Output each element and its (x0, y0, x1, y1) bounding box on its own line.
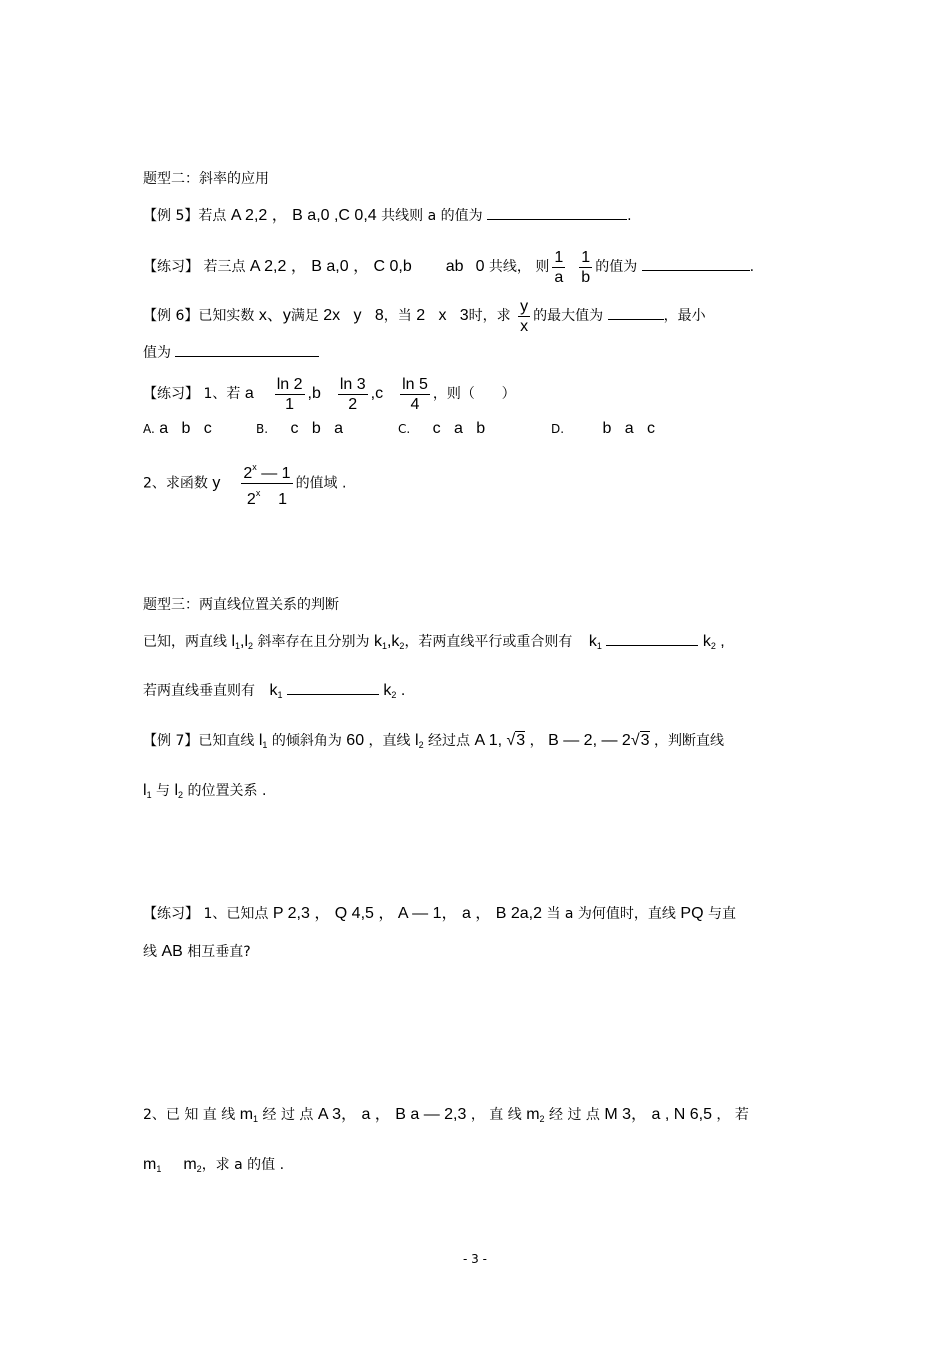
fraction-ln3: $\frac{\ln 3}{2}$ (339, 375, 366, 413)
example-6: 【例 6】已知实数 x、y满足 2x y 8，当 2 x 3时，求 $\frac{y}{x}$ 的最大值为 ，最小 (143, 297, 706, 335)
question-2-lines-line2: $m_1$ $m_2$，求 a 的值 . (143, 1156, 285, 1174)
answer-blank (608, 307, 664, 320)
answer-blank (606, 633, 698, 646)
practice-3-line2: 线 AB 相互垂直? (143, 943, 251, 960)
option-b: B. c b a (256, 420, 343, 437)
question-2-lines: 2、已 知 直 线 $m_1$ 经 过 点 A 3， a ， B a — 2,3 ， 直 线 $m_2$ 经 过 点 M 3， a , N 6,5 ， 若 (143, 1106, 749, 1124)
practice-1: 【练习】 若三点 A 2,2 ， B a,0 ， C 0,b ab 0 共线， 则 $\frac{1}{a}$ $\frac{1}{b}$ 的值为 . (143, 248, 755, 286)
answer-blank (175, 344, 319, 357)
question-2-function: 2、求函数 y $\frac{2^x — 1}{2^x 1}$ 的值域 . (143, 458, 346, 509)
fraction-ln2: $\frac{\ln 2}{1}$ (276, 375, 303, 413)
example-5: 【例 5】若点 A 2,2 ， B a,0 ,C 0,4 共线则 a 的值为 . (143, 207, 632, 224)
answer-blank (487, 207, 627, 220)
fraction-function: $\frac{2^x — 1}{2^x 1}$ (241, 458, 292, 509)
example-7: 【例 7】已知直线 $l_1$ 的倾斜角为 60 ，直线 $l_2$ 经过点 A 1, √3 ， B — 2, — 2√3 ，判断直线 (143, 732, 724, 750)
answer-blank (287, 682, 379, 695)
perpendicular-statement: 若两直线垂直则有 $k_1$ $k_2$ . (143, 682, 406, 700)
known-statement: 已知，两直线 $l_1,l_2$ 斜率存在且分别为 $k_1,k_2$，若两直线平行或重合则有 $k_1$ $k_2$ , (143, 633, 725, 651)
example-6-line2: 值为 (143, 344, 319, 362)
option-a: A. a b c (143, 420, 212, 437)
practice-2: 【练习】 1、若 a $\frac{\ln 2}{1}$ ,b $\frac{\ln 3}{2}$ ,c $\frac{\ln 5}{4}$ ，则（ ） (143, 375, 516, 413)
fraction-1-over-a: $\frac{1}{a}$ (554, 248, 564, 286)
section2-heading: 题型二：斜率的应用 (143, 171, 269, 187)
page-number: - 3 - (463, 1252, 487, 1266)
fraction-y-over-x: $\frac{y}{x}$ (520, 297, 529, 335)
option-d: D. b a c (551, 420, 655, 437)
practice-3: 【练习】 1、已知点 P 2,3 ， Q 4,5 ， A — 1， a ， B 2a,2 当 a 为何值时，直线 PQ 与直 (143, 905, 736, 922)
example-7-line2: $l_1$ 与 $l_2$ 的位置关系 . (143, 782, 267, 800)
answer-blank (642, 258, 750, 271)
fraction-1-over-b: $\frac{1}{b}$ (581, 248, 591, 286)
option-c: C. c a b (398, 420, 486, 437)
fraction-ln5: $\frac{\ln 5}{4}$ (402, 375, 428, 413)
section3-heading: 题型三：两直线位置关系的判断 (143, 597, 339, 613)
